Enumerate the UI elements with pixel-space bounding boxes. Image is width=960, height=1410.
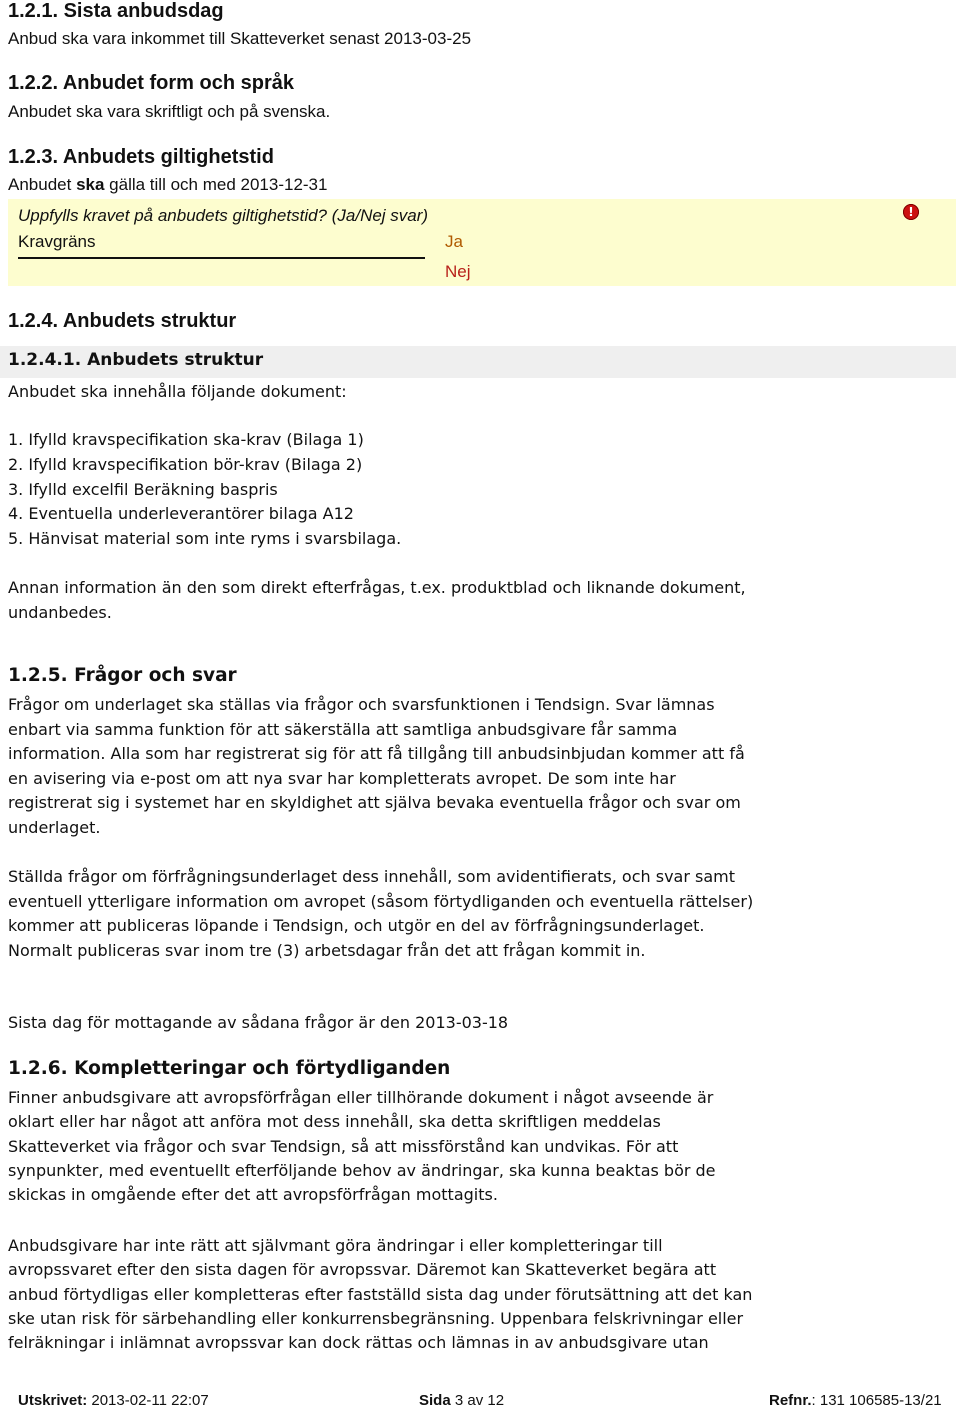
- text-line: Anbudsgivare har inte rätt att självmant göra ändringar i eller kompletteringar till: [8, 1236, 663, 1255]
- text-line: en avisering via e-post om att nya svar har kompletterats avropet. De som inte har: [8, 768, 676, 788]
- kravgrans-underline: [18, 257, 425, 259]
- section-123-heading: 1.2.3. Anbudets giltighetstid: [8, 146, 274, 168]
- questions-deadline: Sista dag för mottagande av sådana frågor är den 2013-03-18: [8, 1013, 509, 1032]
- section-125-paragraph-2: [8, 865, 798, 963]
- text-line: Finner anbudsgivare att avropsförfrågan eller tillhörande dokument i något avseende är: [8, 1088, 714, 1107]
- list-item: 5. Hänvisat material som inte ryms i svarsbilaga.: [8, 529, 402, 548]
- text-line: information. Alla som har registrerat sig för att få tillgång till anbudsinbjudan kommer att få: [8, 744, 745, 764]
- text-line: Normalt publiceras svar inom tre (3) arbetsdagar från det att frågan kommit in.: [8, 940, 646, 960]
- section-126-heading: 1.2.6. Kompletteringar och förtydliganden: [8, 1058, 451, 1079]
- text-line: Ställda frågor om förfrågningsunderlaget dess innehåll, som avidentifierats, och svar samt: [8, 867, 735, 886]
- list-item: 4. Eventuella underleverantörer bilaga A12: [8, 504, 354, 523]
- text-line: avropssvaret efter den sista dagen för avropssvar. Däremot kan Skatteverket begära att: [8, 1260, 717, 1280]
- section-121-text: Anbud ska vara inkommet till Skatteverket senast 2013-03-25: [8, 29, 472, 48]
- text-line: enbart via samma funktion för att säkerställa att samtliga anbudsgivare får samma: [8, 719, 678, 739]
- option-nej[interactable]: Nej: [445, 262, 471, 281]
- section-124-intro: Anbudet ska innehålla följande dokument:: [8, 382, 347, 401]
- list-item: 2. Ifylld kravspecifikation bör-krav (Bilaga 2): [8, 455, 363, 474]
- footer-ref: Refnr.: 131 106585-13/21: [769, 1392, 942, 1409]
- text-line: oklart eller har något att anföra mot dess innehåll, ska detta skriftligen meddelas: [8, 1112, 661, 1132]
- footer-page: Sida 3 av 12: [419, 1392, 505, 1409]
- section-125-heading: 1.2.5. Frågor och svar: [8, 665, 237, 686]
- text-line: synpunkter, med eventuellt efterföljande behov av ändringar, ska kunna beaktas bör de: [8, 1160, 716, 1180]
- text-line: eventuell ytterligare information om avropet (såsom förtydliganden och eventuella rättelser): [8, 891, 754, 911]
- text-line: Skatteverket via frågor och svar Tendsign, så att missförstånd kan undvikas. För att: [8, 1136, 679, 1156]
- section-124-note-line: Annan information än den som direkt efterfrågas, t.ex. produktblad och liknande dokument,: [8, 578, 746, 597]
- text-line: felräkningar i inlämnat avropssvar kan dock rättas och lämnas in av anbudsgivare utan: [8, 1333, 709, 1353]
- section-123-text: Anbudet ska gälla till och med 2013-12-31: [8, 175, 328, 194]
- footer-printed: Utskrivet: 2013-02-11 22:07: [18, 1392, 209, 1409]
- text-line: skickas in omgående efter det att avropsförfrågan mottagits.: [8, 1185, 498, 1205]
- requirement-question: Uppfylls kravet på anbudets giltighetstid? (Ja/Nej svar): [18, 206, 429, 225]
- text-line: underlaget.: [8, 817, 101, 837]
- text-line: anbud förtydligas eller kompletteras efter fastställd sista dag under förutsättning att det kan: [8, 1284, 753, 1304]
- text-line: registrerat sig i systemet har en skyldighet att själva bevaka eventuella frågor och svar om: [8, 793, 741, 813]
- section-126-paragraph-1: [8, 1086, 798, 1207]
- section-124-note-line: undanbedes.: [8, 603, 112, 622]
- section-122-heading: 1.2.2. Anbudet form och språk: [8, 72, 294, 94]
- list-item: 1. Ifylld kravspecifikation ska-krav (Bilaga 1): [8, 430, 364, 449]
- section-125-paragraph-1: [8, 693, 798, 841]
- text-line: Frågor om underlaget ska ställas via frågor och svarsfunktionen i Tendsign. Svar lämnas: [8, 695, 715, 714]
- text-line: ske utan risk för särbehandling eller konkurrensbegränsning. Uppenbara felskrivningar eller: [8, 1308, 744, 1328]
- kravgrans-label: Kravgräns: [18, 232, 96, 251]
- text-line: kommer att publiceras löpande i Tendsign, och utgör en del av förfrågningsunderlaget.: [8, 916, 705, 936]
- section-124-heading: 1.2.4. Anbudets struktur: [8, 310, 237, 332]
- alert-icon: !: [903, 204, 919, 220]
- section-126-paragraph-2: [8, 1234, 798, 1355]
- option-ja[interactable]: Ja: [445, 232, 463, 251]
- list-item: 3. Ifylld excelfil Beräkning baspris: [8, 480, 278, 499]
- section-121-heading: 1.2.1. Sista anbudsdag: [8, 0, 224, 22]
- section-1241-heading: 1.2.4.1. Anbudets struktur: [8, 350, 264, 370]
- section-122-text: Anbudet ska vara skriftligt och på svenska.: [8, 102, 331, 121]
